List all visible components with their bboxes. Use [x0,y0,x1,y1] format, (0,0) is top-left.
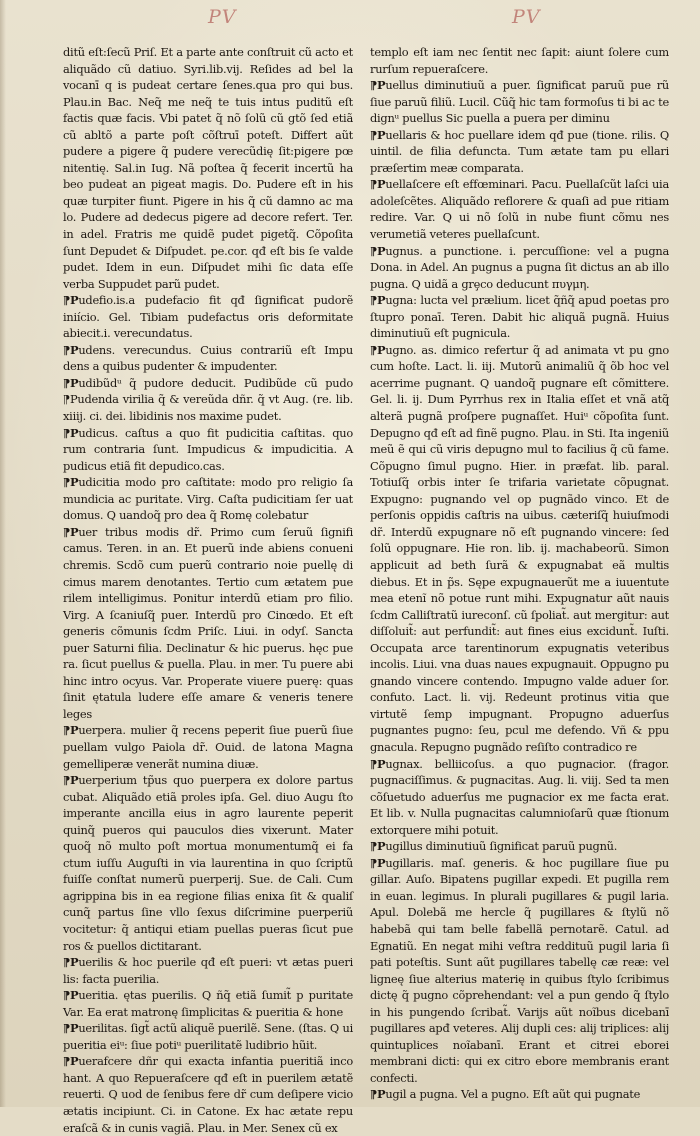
dictionary-entry: ⁋Puellaſcere eſt effœminari. Pacu. Puellaſcũt laſci uia adoleſcẽtes. Aliquãdo reflorere & quaſi ad pue ritiam redire. Var. Q ui nõ ſolũ in nube fiunt cõmu nes verumetiã veteres puellaſcunt. [370,177,669,242]
dictionary-entry: ⁋Pugna: lucta vel prælium. licet q̃ñq̃ apud poetas pro ſtupro ponaī. Teren. Dabit hic aliquã pugnã. Huius diminutiuũ eſt pugnicula. [370,293,669,341]
dictionary-entry: ⁋Pudicus. caſtus a quo fit pudicitia caſtitas. quo rum contraria ſunt. Impudicus & impudicitia. A pudicus etiã fit depudico.cas. [63,425,353,473]
dictionary-entry: ⁋Pugnax. belliicoſus. a quo pugnacior. (fragor. pugnaciſſimus. & pugnacitas. Aug. li. viij. Sed ta men cõſuetudo aduerſus me pugnacior ex me facta erat. Et lib. v. Nulla pugnacitas calumnioſarũ quæ ſtionum extorquere mihi potuit. [370,756,669,837]
dictionary-entry: ⁋Puer tribus modis dr̃. Primo cum ſeruũ ſignifi camus. Teren. in an. Et puerũ inde abiens conueni chremis. Scdõ cum puerũ contrario noie puellę di cimus marem denotantes. Tertio cum ætatem pue rilem intelligimus. Ponitur interdũ etiam pro filio. Virg. A ſcaniuſq̃ puer. Interdũ pro Cinœdo. Et eſt generis cõmunis ſcdm Priſc. Liui. in odyſ. Sancta puer Saturni filia. Declinatur & hic puerus. hęc pue ra. ſicut puellus & puella. Plau. in mer. Tu puere abi hinc intro ocyus. Var. Properate viuere puerę: quas ſinit ętatula ludere eſſe amare & veneris tenere leges [63,524,353,721]
running-head-right: PV [512,6,541,28]
dictionary-entry: ⁋Pudefio.is.a pudefacio fit qđ ſignificat pudorẽ iniício. Gel. Tibiam pudefactus oris deformitate abiecit.i. verecundatus. [63,293,353,341]
text-paragraph-continued: templo eſt iam nec ſentit nec ſapit: aiunt ſolere cum rurſum repueraſcere. [370,45,669,76]
dictionary-entry: ⁋Puellus diminutiuũ a puer. ſignificat paruũ pue rũ ſiue paruũ filiũ. Lucil. Cũq̃ hic tam formoſus ti bi ac te dignᵘ puellus Sic puella a puera per diminu [370,78,669,126]
dictionary-entry: ⁋Pugnus. a punctione. i. percuſſione: vel a pugna Dona. in Adel. An pugnus a pugna ſit dictus an ab illo pugna. Q uidã a grȩco deducunt πυγμη. [370,243,669,291]
dictionary-entry: ⁋Puellaris & hoc puellare idem qđ pue (tione. rilis. Q uintil. de filia defuncta. Tum ætate tam pu ellari præſertim meæ comparata. [370,127,669,175]
dictionary-entry: ⁋Puerpera. mulier q̃ recens peperit ſiue puerũ ſiue puellam vulgo Paiola dr̃. Ouid. de latona Magna gemelliperæ venerãt numina diuæ. [63,723,353,771]
dictionary-entry: ⁋Pudens. verecundus. Cuius contrariũ eſt Impu dens a quibus pudenter & impudenter. [63,342,353,374]
dictionary-entry: ⁋Pugillaris. maſ. generis. & hoc pugillare ſiue pu gillar. Auſo. Bipatens pugillar expedi. Et pugilla rem in euan. legimus. In plurali pugillares & pugil laria. Apul. Dolebã me hercle q̃ pugillares & ſtylũ nõ habebã qui tam belle fabellã pernotarẽ. Catul. ad Egnatiũ. En negat mihi veſtra reddituũ pugil laria ſi pati poteſtis. Sunt aũt pugillares tabellę cæ reæ: vel ligneę ſiue alterius materię in quibus ſtylo ſcribimus dictę q̃ pugno cõprehendant: vel a pun gendo q̃ ſtylo in his pungendo ſcribat̃. Varijs aũt noĩbus dicebanī pugillares apđ veteres. Alij dupli ces: alij triplices: alij quintuplices noĩabanī. Erant et citrei eborei membrani dicti: qui ex citro ebore membranis erant confecti. [370,855,669,1085]
dictionary-entry: ⁋Pugil a pugna. Vel a pugno. Eſt aũt qui pugnate [370,1087,641,1102]
dictionary-entry: ⁋Pugillus diminutiuũ ſignificat paruũ pugnũ. [370,839,618,854]
text-column-right [370,44,669,1102]
text-paragraph-continued: ditũ eſt:ſecũ Priſ. Et a parte ante conſtruit cũ acto et aliquãdo cũ datiuo. Syri.lib.vij. Reſides ad bel la vocanī q is pudeat certare ſenes.qua pro qui bus. Plau.in Bac. Neq̃ me neq̃ te tuis intus puditũ eſt factis quæ facis. Vbi patet q̃ nõ ſolũ cũ gtõ ſed etiã cũ abltõ a parte poſt cõſtruī poteſt. Differt aũt pudere a pigere q̃ pudere verecũdię ſit:pigere pœ nitentię. Sal.in Iug. Nã poſtea q̃ fecerit incertũ ha beo pudeat an pigeat magis. Do. Pudere eſt in his quæ turpiter fiunt. Pigere in his q̃ cũ damno ac ma lo. Pudere ad dedecus pigere ad decore refert. Ter. in adel. Fratris me quidẽ pudet pigetq̃. Cõpoſita ſunt Depudet & Diſpudet. pe.cor. qđ eſt bis ſe valde pudet. Idem in eun. Diſpudet mihi ſic data eſſe verba Suppudet parũ pudet. [63,45,353,291]
dictionary-entry: ⁋Puerilis & hoc puerile qđ eſt pueri: vt ætas pueri lis: facta puerilia. [63,955,353,986]
dictionary-entry: ⁋Puerilitas. ſigt̃ actũ aliquẽ puerilẽ. Sene. (ſtas. Q ui pueritia eiᵘ: ſiue potiᵘ puerilitatẽ ludibrio hũit. [63,1021,353,1052]
dictionary-entry: ⁋Pudibũdᵘ q̃ pudore deducit. Pudibũde cũ pudo ⁋Pudenda virilia q̃ & vereũda dñr. q̃ vt Aug. (re. lib. xiiij. ci. dei. libidinis nos maxime pudet. [63,375,353,424]
dictionary-entry: ⁋Pugno. as. dimico refertur q̃ ad animata vt pu gno cum hoſte. Lact. li. iij. Mutorũ animaliũ q̃ õb hoc vel acerrime pugnant. Q uandoq̃ pugnare eſt cõmittere. Gel. li. ij. Dum Pyrrhus rex in Italia eſſet et vnã atq̃ alterã pugnã proſpere pugnaſſet. Huiᵘ cõpoſita ſunt. Depugno qđ eſt ad finẽ pugno. Plau. in Sti. Ita ingeniũ meũ ẽ qui cũ viris depugno mul to facilius q̃ cũ fame. Cõpugno ſimul pugno. Hier. in præfat. lib. paral. Totiuſq̃ orbis inter ſe trifaria varietate cõpugnat. Expugno: pugnando vel op pugnãdo vinco. Et de perſonis oppidis caſtris na uibus. cæteriſq̃ huiuſmodi dr̃. Interdũ expugnare nõ eſt pugnando vincere: ſed ſolũ oppugnare. Hie ron. lib. ij. machabeorũ. Simon applicuit ad beth ſurã & expugnabat eã multis diebus. Et in p̃s. Sępe expugnauerũt me a iuuentute mea etenĩ nõ potue runt mihi. Expugnatur aũt nauis ſcdm Calliſtratũ iureconſ. cũ ſpoliat̃. aut mergitur: aut diſſoluit̃: aut perfundit̃: aut fines eius excidunt̃. Iuſti. Occupata arce tarentinorum expugnatis veteribus incolis. Liui. vna duas naues expugnauit. Oppugno pu gnando vincere contendo. Impugno valde aduer ſor. confuto. Lact. li. vij. Redeunt protinus vitia que virtutẽ ſemp impugnant. Propugno aduerſus pugnantes pugno: ſeu, pcul me defendo. Vñ & ppu gnacula. Repugno pugnãdo reſiſto contradico re [370,342,669,754]
dictionary-entry: ⁋Pudicitia modo pro caſtitate: modo pro religio ſa mundicia ac puritate. Virg. Caſta pudicitiam ſer uat domus. Q uandoq̃ pro dea q̃ Romę colebatur [63,475,353,523]
dictionary-entry: ⁋Puerafcere dñr qui exacta infantia pueritiã inco hant. A quo Repueraſcere qđ eſt in puerilem ætatẽ reuerti. Q uod de ſenibus fere dr̃ cum deſipere vicio ætatis incipiunt. Ci. in Catone. Ex hac ætate repu eraſcã & in cunis vagiã. Plau. in Mer. Senex cũ ex [63,1054,353,1135]
dictionary-entry: ⁋Puerperium tp̃us quo puerpera ex dolore partus cubat. Aliquãdo etiã proles ipſa. Gel. diuo Augu ſto imperante ancilla eius in agro laurente peperit quinq̃ pueros qui pauculos dies vixerunt. Mater quoq̃ nõ multo poſt mortua monumentumq̃ ei fa ctum iuſſu Auguſti in via laurentina in quo ſcriptũ fuiſſe conſtat numerũ puerperij. Sue. de Cali. Cum agrippina bis in ea regione filias enixa ſit & qualiſ cunq̃ partus ſine vllo ſexus diſcrimine puerperiũ vocitetur: q̃ antiqui etiam puellas pueras ſicut pue ros & puellos dictitarant. [63,773,353,953]
text-column-left [63,44,353,1135]
running-head-left: PV [208,6,237,28]
dictionary-entry: ⁋Pueritia. ętas puerilis. Q ñq̃ etiã ſumit̃ p puritate Var. Ea erat matronę ſimplicitas & pueritia & hone [63,988,353,1019]
